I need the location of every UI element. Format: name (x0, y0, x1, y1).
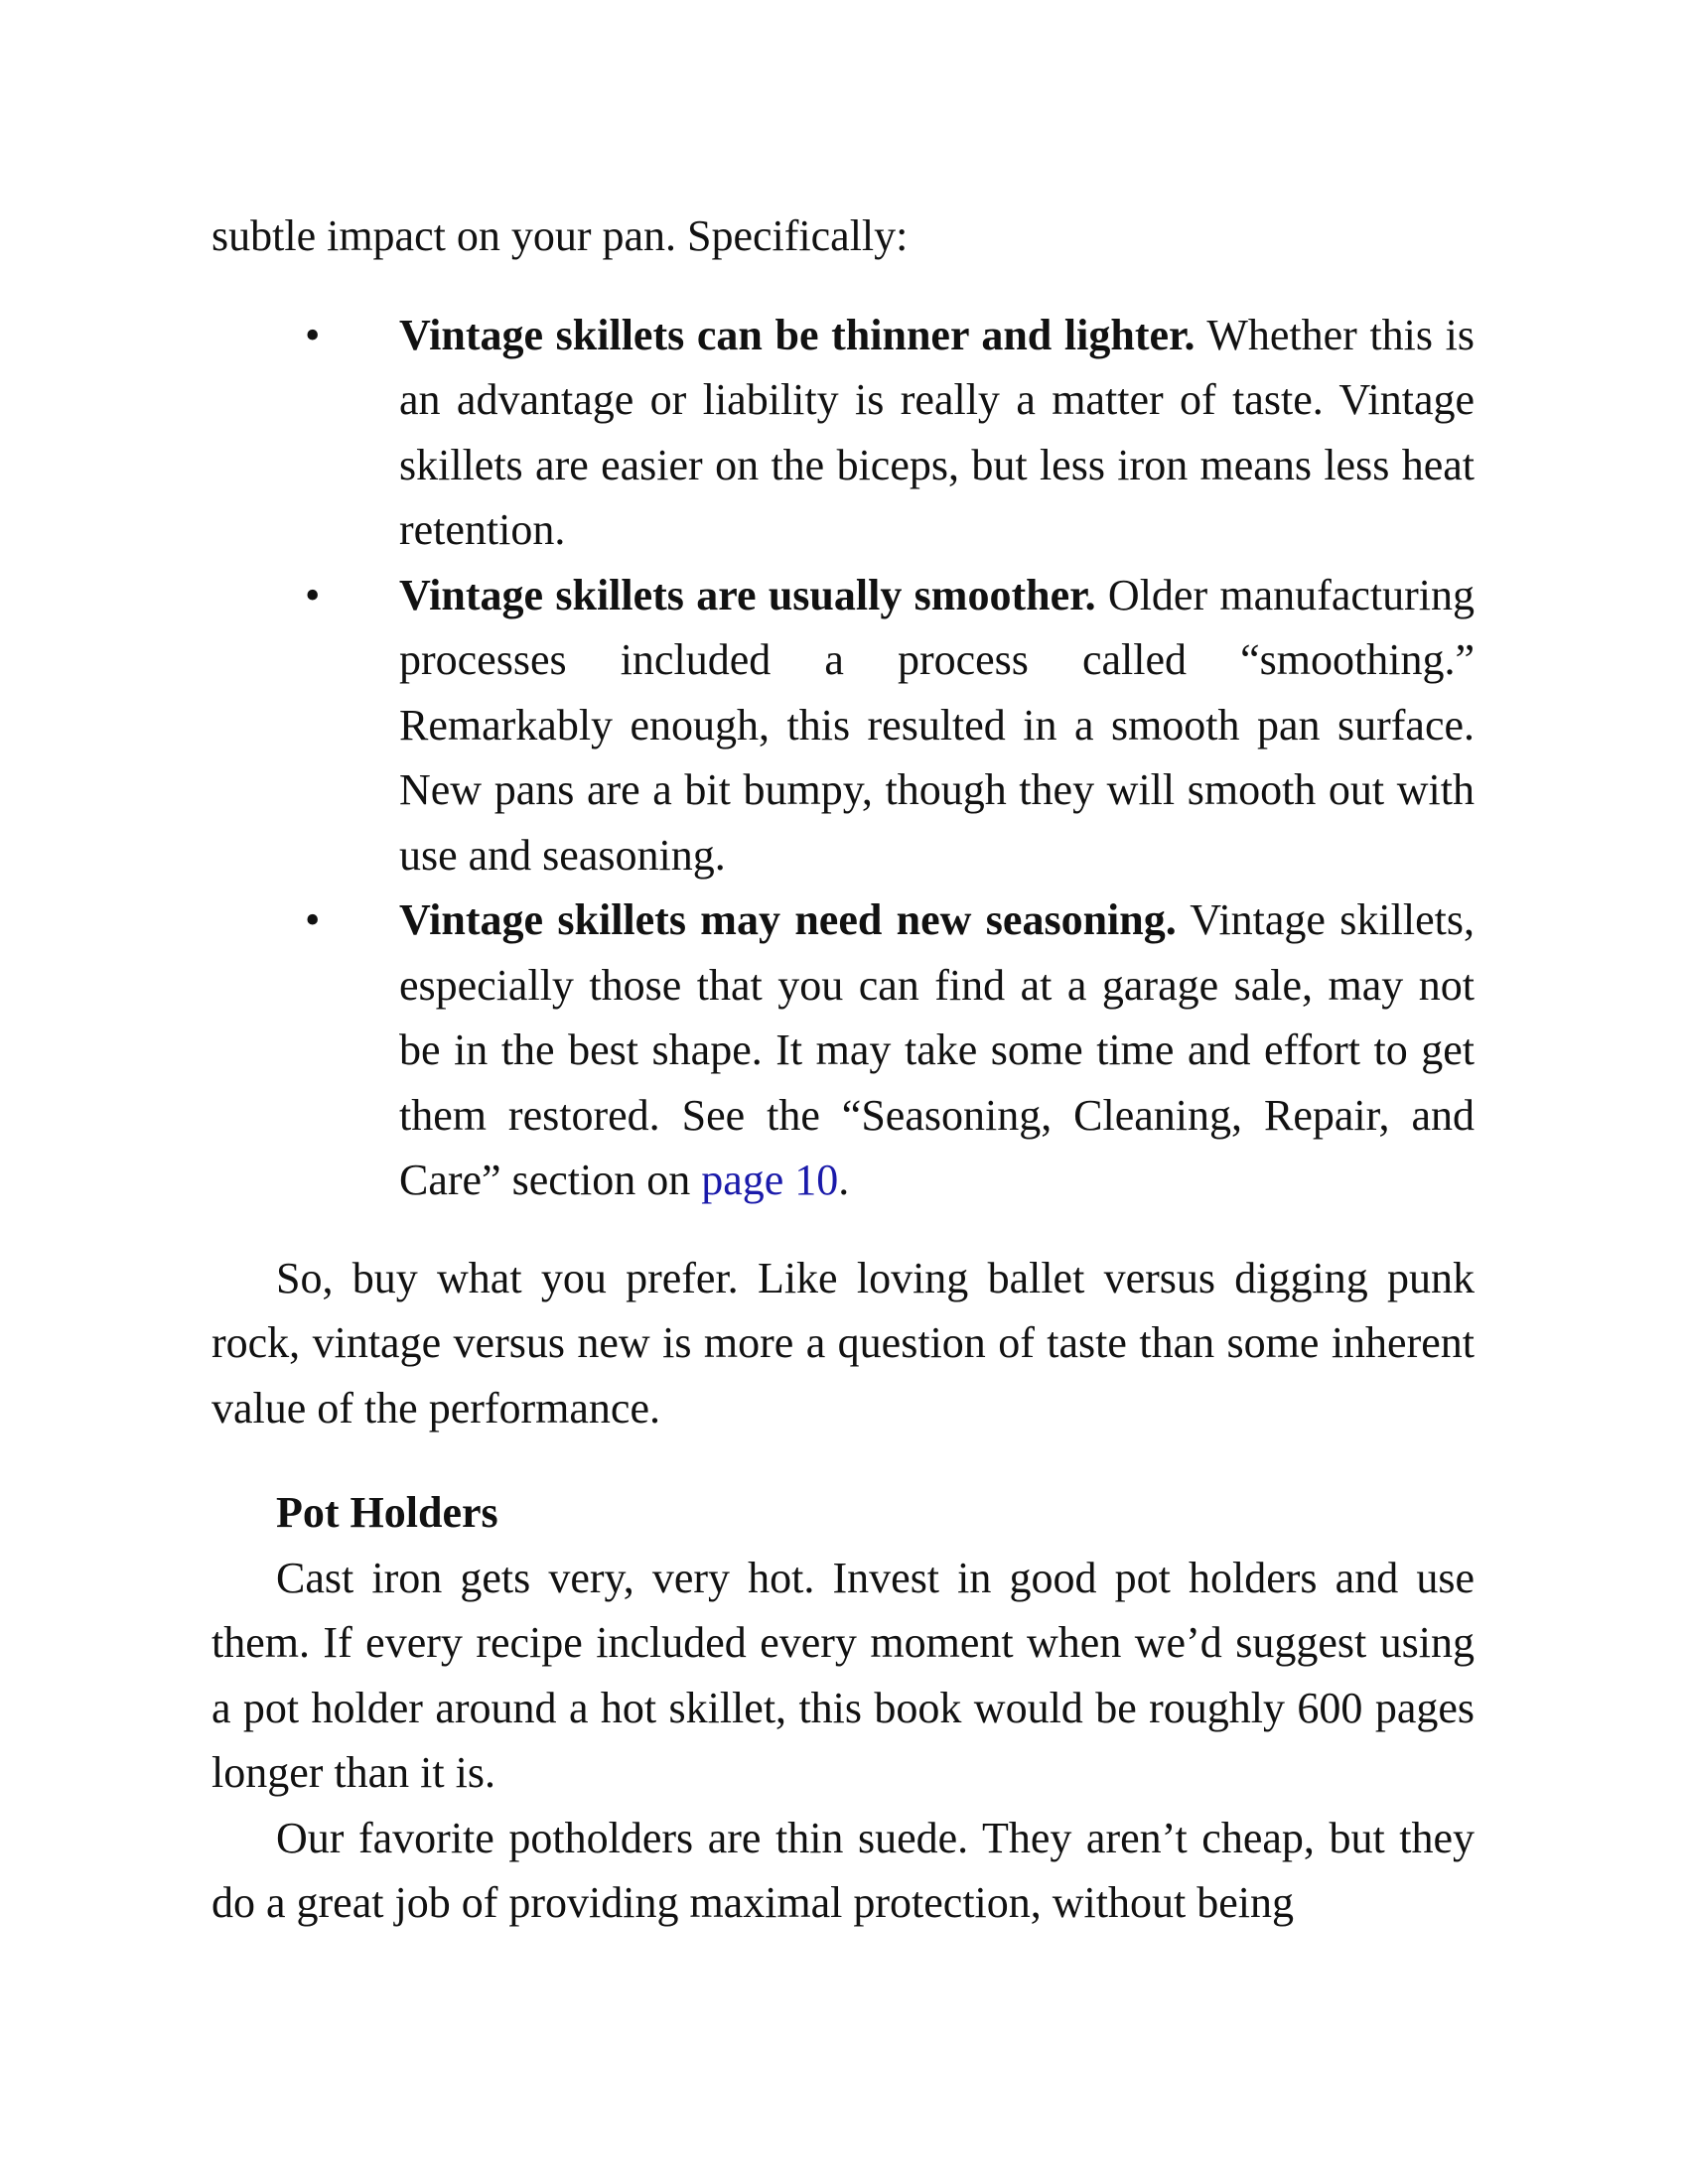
bullet-text-end: . (838, 1156, 850, 1204)
intro-paragraph: subtle impact on your pan. Specifically: (211, 211, 909, 260)
bullet-item-smoother (305, 563, 1475, 888)
bullet-item-thinner (305, 303, 1475, 563)
page-10-link[interactable]: page 10 (701, 1156, 839, 1204)
bullet-heading: Vintage skillets are usually smoother. (399, 570, 1096, 619)
bullet-list (211, 303, 1475, 1213)
section-heading-pot-holders: Pot Holders (276, 1488, 498, 1537)
bullet-heading: Vintage skillets may need new seasoning. (399, 895, 1177, 944)
pot-holders-paragraph-1: Cast iron gets very, very hot. Invest in good pot holders and use them. If every recipe included every moment when we’d suggest using a pot holder around a hot skillet, this book would be roughly 600 pages longer than it is. (211, 1553, 1475, 1797)
bullet-text: Older manufacturing processes included a process called “smoothing.” Remarkably enough, this resulted in a smooth pan surface. New pans are a bit bumpy, though they will smooth out with use and seasoning. (399, 570, 1475, 880)
buy-paragraph: So, buy what you prefer. Like loving ballet versus digging punk rock, vintage versus new is more a question of taste than some inherent value of the performance. (211, 1253, 1475, 1433)
bullet-icon: • (305, 895, 321, 944)
document-page (211, 204, 1475, 1936)
bullet-item-seasoning (305, 887, 1475, 1213)
bullet-icon: • (305, 310, 321, 359)
bullet-icon: • (305, 570, 321, 619)
bullet-text: Vintage skillets, especially those that you can find at a garage sale, may not be in the best shape. It may take some time and effort to get them restored. See the “Seasoning, Cleaning, Repair, and Care” section on (399, 895, 1475, 1204)
bullet-text: Whether this is an advantage or liability is really a matter of taste. Vintage skillets are easier on the biceps, but less iron means less heat retention. (399, 310, 1475, 554)
bullet-heading: Vintage skillets can be thinner and lighter. (399, 310, 1196, 359)
pot-holders-paragraph-2: Our favorite potholders are thin suede. They aren’t cheap, but they do a great job of providing maximal protection, without being (211, 1813, 1475, 1927)
